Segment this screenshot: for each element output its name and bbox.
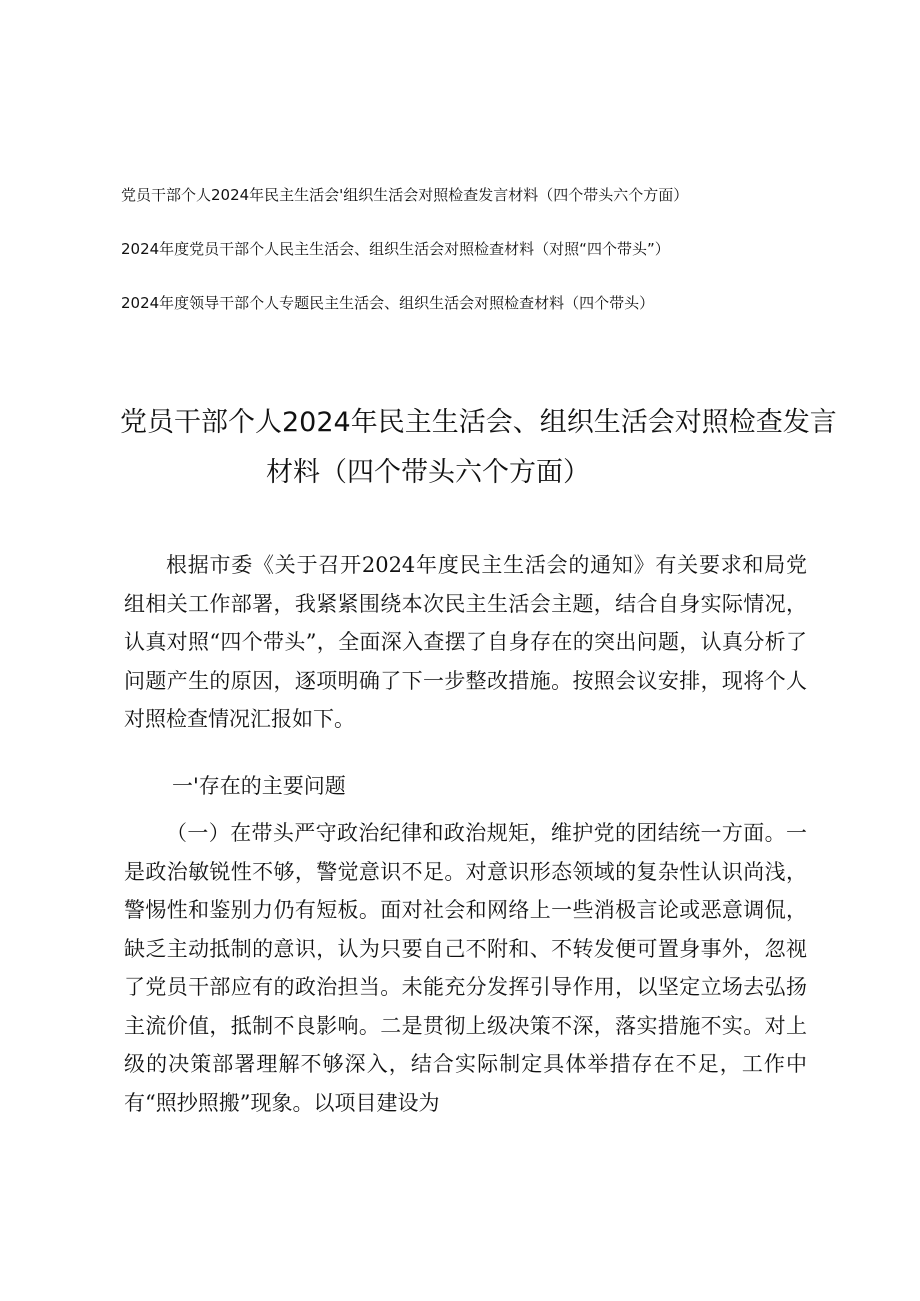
document-title-line-2: 材料（四个带头六个方面） xyxy=(266,457,590,488)
related-document-title: 2024年度党员干部个人民主生活会、组织生活会对照检查材料（对照“四个带头”） xyxy=(121,240,670,258)
related-document-title: 党员干部个人2024年民主生活会'组织生活会对照检查发言材料（四个带头六个方面） xyxy=(121,186,689,204)
section-paragraph: （一）在带头严守政治纪律和政治规矩，维护党的团结统一方面。一是政治敏锐性不够，警觉意识不足。对意识形态领域的复杂性认识尚浅，警惕性和鉴别力仍有短板。面对社会和网络上一些消极言论或恶意调侃，缺乏主动抵制的意识，认为只要自己不附和、不转发便可置身事外，忽视了党员干部应有的政治担当。未能充分发挥引导作用，以坚定立场去弘扬主流价值，抵制不良影响。二是贯彻上级决策不深，落实措施不实。对上级的决策部署理解不够深入，结合实际制定具体举措存在不足，工作中有“照抄照搬”现象。以项目建设为 xyxy=(124,821,807,1115)
related-documents-list xyxy=(121,181,881,343)
intro-section xyxy=(124,546,807,739)
section-body xyxy=(124,814,807,1122)
document-title-line-1: 党员干部个人2024年民主生活会、组织生活会对照检查发言 xyxy=(120,407,837,438)
document-title xyxy=(120,398,837,498)
intro-paragraph: 根据市委《关于召开2024年度民主生活会的通知》有关要求和局党组相关工作部署，我紧紧围绕本次民主生活会主题，结合自身实际情况，认真对照“四个带头”，全面深入查摆了自身存在的突出问题，认真分析了问题产生的原因，逐项明确了下一步整改措施。按照会议安排，现将个人对照检查情况汇报如下。 xyxy=(124,553,807,731)
related-document-title: 2024年度领导干部个人专题民主生活会、组织生活会对照检查材料（四个带头） xyxy=(121,294,655,312)
section-heading: 一'存在的主要问题 xyxy=(172,774,346,798)
